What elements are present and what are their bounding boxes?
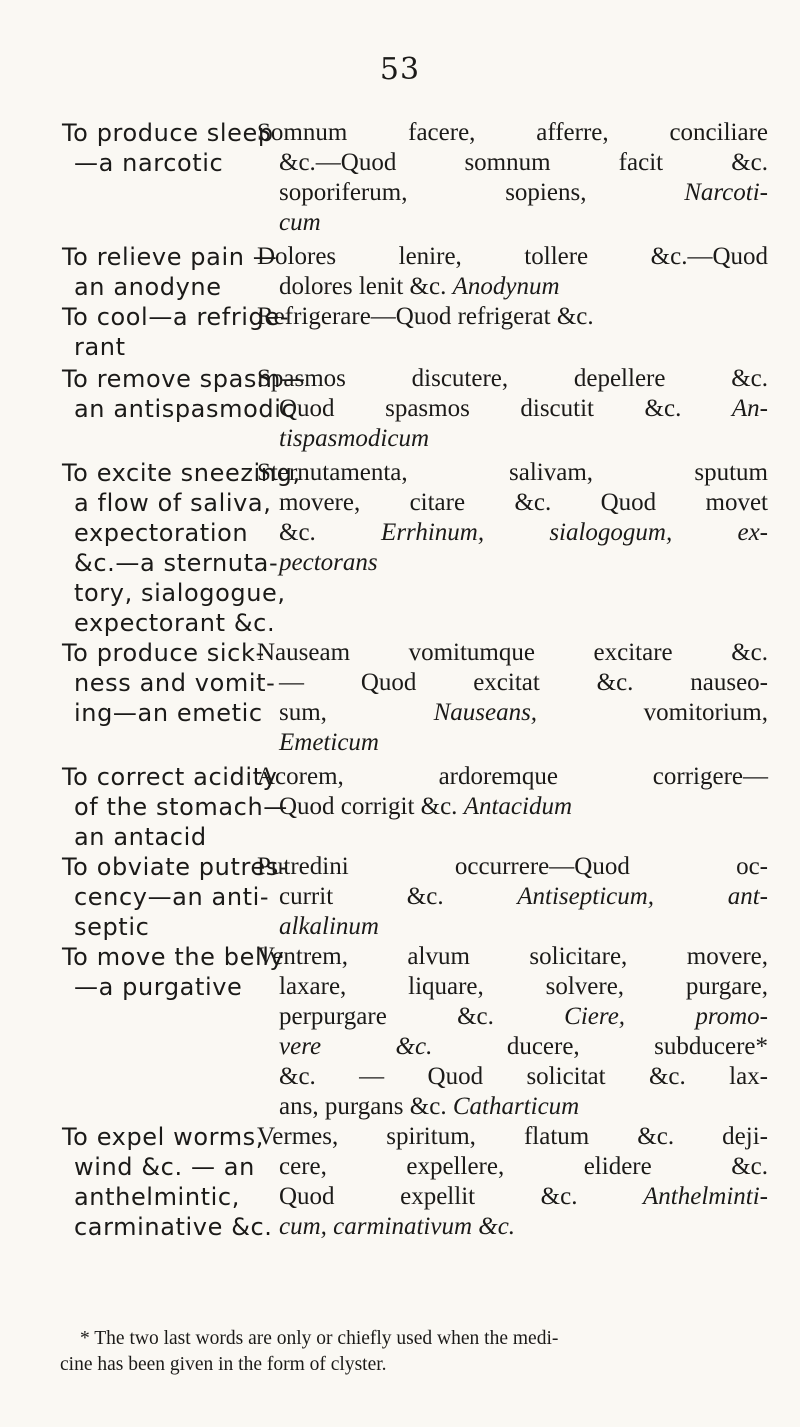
latin-line — [257, 518, 768, 548]
entry-row — [62, 242, 768, 302]
latin-line — [257, 208, 768, 238]
english-line: of the stomach— — [74, 793, 288, 821]
english-line: rant — [74, 333, 126, 361]
latin-text: Refrigerare—Quod refrigerat &c. — [257, 303, 594, 330]
latin-text: Spasmos discutere, depellere &c. — [257, 365, 768, 392]
latin-text: vomitorium, — [537, 699, 768, 726]
english-line: anthelmintic, — [74, 1183, 240, 1211]
latin-term-italic: alkalinum — [279, 913, 379, 940]
latin-text: Quod expellit &c. — [279, 1183, 644, 1210]
latin-line — [257, 942, 768, 972]
latin-phrase — [257, 1122, 768, 1242]
latin-line — [257, 698, 768, 728]
english-line: tory, sialogogue, — [74, 579, 286, 607]
latin-line — [257, 1032, 768, 1062]
latin-text: perpurgare &c. — [279, 1003, 565, 1030]
latin-text: dolores lenit &c. — [279, 273, 453, 300]
english-term — [62, 458, 301, 638]
latin-text: Somnum facere, afferre, conciliare — [257, 119, 768, 146]
latin-phrase — [257, 458, 768, 638]
latin-line — [257, 272, 768, 302]
english-line: ness and vomit- — [74, 669, 276, 697]
latin-text: laxare, liquare, solvere, purgare, — [279, 973, 768, 1000]
latin-line — [257, 728, 768, 758]
latin-term-italic: An- — [731, 395, 768, 422]
english-line: —a purgative — [74, 973, 243, 1001]
entry-row — [62, 458, 768, 638]
latin-line — [257, 912, 768, 942]
latin-term-italic: cum — [279, 209, 321, 236]
english-line: wind &c. — an — [74, 1153, 255, 1181]
english-term — [62, 852, 289, 942]
latin-phrase — [257, 364, 768, 454]
english-line: —a narcotic — [74, 149, 224, 177]
footnote — [60, 1326, 760, 1378]
latin-term-italic: Anodynum — [452, 273, 560, 300]
latin-text: Vermes, spiritum, flatum &c. deji- — [257, 1123, 768, 1150]
latin-term-italic: vere &c. — [279, 1033, 433, 1060]
latin-line — [257, 1212, 768, 1242]
footnote-line: * The two last words are only or chiefly used when the medi- — [80, 1328, 559, 1349]
entry-row — [62, 638, 768, 758]
page-number: 53 — [379, 52, 421, 87]
latin-line — [257, 638, 768, 668]
latin-term-italic: cum, carminativum &c. — [279, 1213, 516, 1240]
latin-phrase — [257, 942, 768, 1122]
latin-line — [257, 364, 768, 394]
english-term — [62, 942, 285, 1122]
latin-line — [257, 1152, 768, 1182]
latin-line — [257, 1182, 768, 1212]
english-line: To correct acidity — [62, 763, 278, 791]
english-line: To move the belly — [62, 943, 285, 971]
entry-row — [62, 942, 768, 1122]
english-line: ing—an emetic — [74, 699, 263, 727]
latin-phrase — [257, 852, 768, 942]
english-line: To cool—a refrige- — [62, 303, 290, 331]
latin-term-italic: Emeticum — [279, 729, 379, 756]
entry-row — [62, 762, 768, 852]
latin-phrase — [257, 638, 768, 758]
latin-term-italic: Catharticum — [452, 1093, 580, 1120]
english-line: &c.—a sternuta- — [74, 549, 279, 577]
english-line: expectorant &c. — [74, 609, 276, 637]
latin-line — [257, 302, 768, 332]
latin-text: Putredini occurrere—Quod oc- — [257, 853, 768, 880]
latin-line — [257, 1122, 768, 1152]
entry-row — [62, 302, 768, 362]
latin-text: &c. — Quod solicitat &c. lax- — [279, 1063, 768, 1090]
english-line: To remove spasm— — [62, 365, 306, 393]
latin-line — [257, 458, 768, 488]
latin-phrase — [257, 242, 768, 302]
english-term — [62, 302, 290, 362]
latin-line — [257, 424, 768, 454]
latin-text: ducere, subducere* — [432, 1033, 768, 1060]
latin-line — [257, 792, 768, 822]
english-line: a flow of saliva, — [74, 489, 272, 517]
english-line: To relieve pain — — [62, 243, 278, 271]
latin-line — [257, 1092, 768, 1122]
latin-phrase — [257, 302, 768, 362]
latin-term-italic: Ciere, promo- — [564, 1003, 768, 1030]
latin-line — [257, 882, 768, 912]
latin-text: Acorem, ardoremque corrigere— — [257, 763, 768, 790]
latin-text: Ventrem, alvum solicitare, movere, — [257, 943, 768, 970]
english-line: To produce sick- — [62, 639, 265, 667]
latin-line — [257, 1002, 768, 1032]
latin-term-italic: Errhinum, sialogogum, ex- — [381, 519, 768, 546]
latin-line — [257, 1062, 768, 1092]
latin-line — [257, 762, 768, 792]
english-term — [62, 1122, 273, 1242]
latin-text: Sternutamenta, salivam, sputum — [257, 459, 768, 486]
english-line: To obviate putres- — [62, 853, 289, 881]
latin-phrase — [257, 762, 768, 852]
latin-term-italic: Anthelminti- — [643, 1183, 768, 1210]
english-line: cency—an anti- — [74, 883, 270, 911]
latin-phrase — [257, 118, 768, 238]
latin-text: &c.—Quod somnum facit &c. — [279, 149, 768, 176]
latin-text: Nauseam vomitumque excitare &c. — [257, 639, 768, 666]
entry-row — [62, 118, 768, 238]
latin-text: — Quod excitat &c. nauseo- — [279, 669, 768, 696]
english-term — [62, 638, 276, 758]
latin-line — [257, 852, 768, 882]
english-line: To excite sneezing, — [62, 459, 301, 487]
english-line: an antacid — [74, 823, 207, 851]
footnote-line: cine has been given in the form of clyster. — [60, 1354, 387, 1375]
english-line: To expel worms, — [62, 1123, 265, 1151]
latin-term-italic: Antisepticum, ant- — [517, 883, 768, 910]
latin-line — [257, 548, 768, 578]
latin-text: currit &c. — [279, 883, 518, 910]
latin-line — [257, 118, 768, 148]
latin-term-italic: tispasmodicum — [279, 425, 429, 452]
latin-line — [257, 242, 768, 272]
english-term — [62, 118, 274, 238]
latin-term-italic: pectorans — [279, 549, 378, 576]
english-line: expectoration — [74, 519, 249, 547]
entry-row — [62, 1122, 768, 1242]
latin-line — [257, 178, 768, 208]
english-term — [62, 762, 288, 852]
latin-text: soporiferum, sopiens, — [279, 179, 685, 206]
english-line: an antispasmodic — [74, 395, 296, 423]
english-line: septic — [74, 913, 150, 941]
latin-text: Quod corrigit &c. — [279, 793, 464, 820]
latin-line — [257, 488, 768, 518]
latin-term-italic: Antacidum — [463, 793, 573, 820]
english-term — [62, 364, 306, 454]
entry-row — [62, 364, 768, 454]
latin-text: sum, — [279, 699, 434, 726]
latin-text: movere, citare &c. Quod movet — [279, 489, 768, 516]
latin-line — [257, 394, 768, 424]
latin-line — [257, 148, 768, 178]
latin-text: Quod spasmos discutit &c. — [279, 395, 732, 422]
latin-line — [257, 972, 768, 1002]
latin-text: ans, purgans &c. — [279, 1093, 453, 1120]
latin-term-italic: Narcoti- — [684, 179, 768, 206]
english-line: To produce sleep — [62, 119, 274, 147]
english-term — [62, 242, 278, 302]
latin-line — [257, 668, 768, 698]
latin-text: cere, expellere, elidere &c. — [279, 1153, 768, 1180]
latin-term-italic: Nauseans, — [433, 699, 538, 726]
english-line: carminative &c. — [74, 1213, 273, 1241]
english-line: an anodyne — [74, 273, 222, 301]
latin-text: &c. — [279, 519, 382, 546]
entry-row — [62, 852, 768, 942]
latin-text: Dolores lenire, tollere &c.—Quod — [257, 243, 768, 270]
